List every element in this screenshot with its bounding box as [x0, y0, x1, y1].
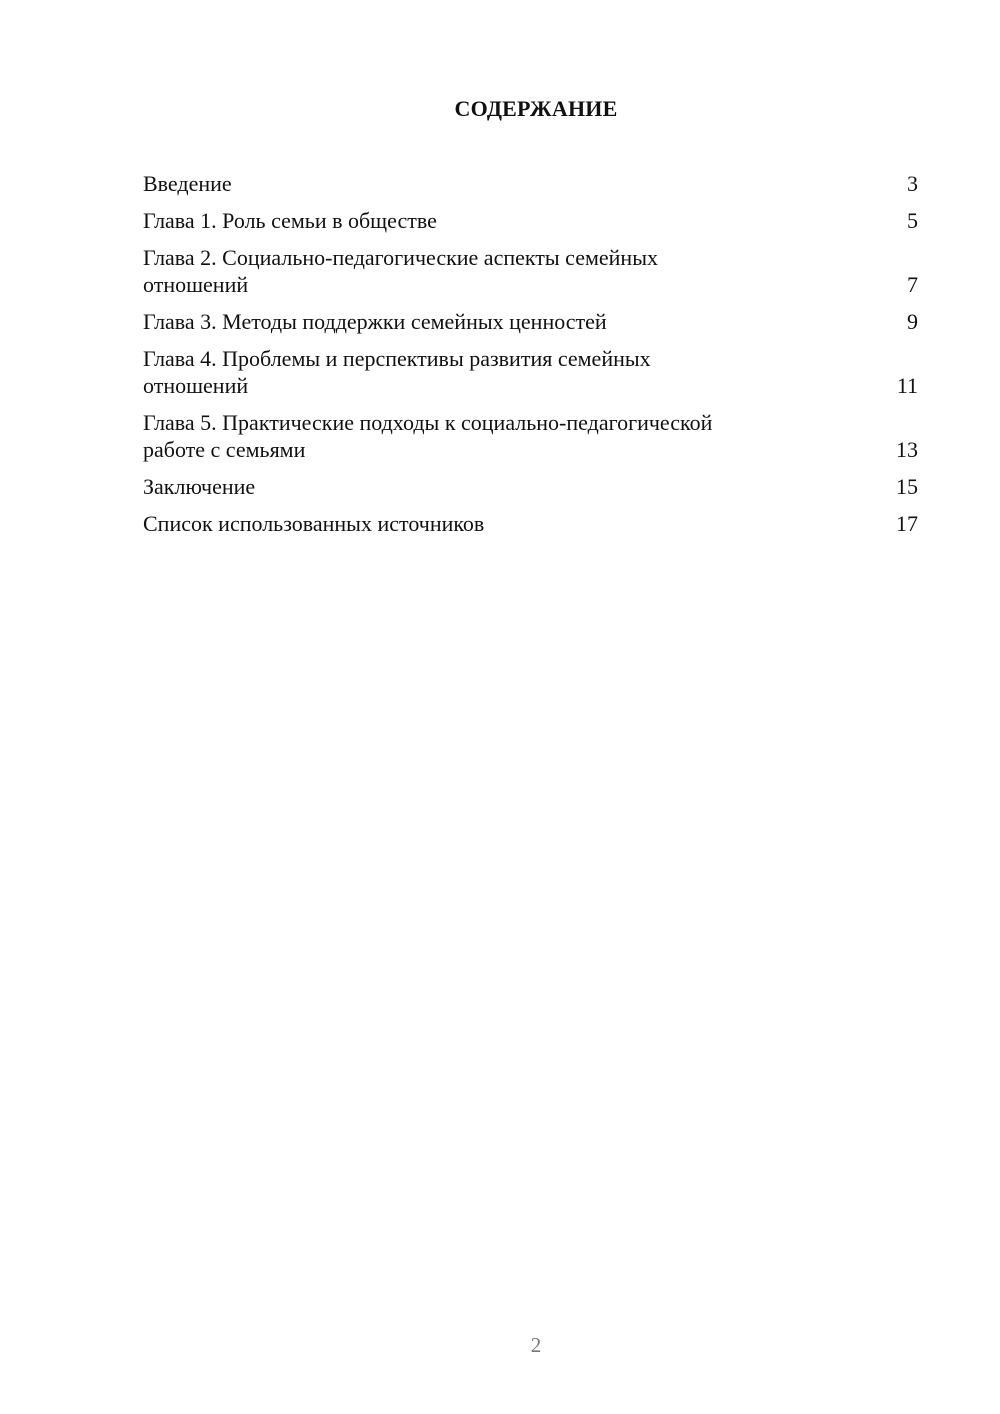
toc-entry-title: Глава 3. Методы поддержки семейных ценностей: [143, 309, 607, 334]
toc-entry-title: Заключение: [143, 474, 256, 499]
toc-entry-page: 15: [896, 474, 918, 499]
toc-entry-page: 3: [907, 171, 918, 196]
toc-entry-page: 11: [896, 373, 918, 398]
toc-entry-title: Список использованных источников: [143, 511, 485, 536]
toc-entry: [143, 473, 918, 500]
toc-entry-page: 5: [907, 208, 918, 233]
page-title: СОДЕРЖАНИЕ: [454, 96, 618, 121]
toc-entry-page: 7: [907, 272, 918, 297]
toc-entry: [143, 170, 918, 197]
toc-entry: [143, 409, 918, 463]
toc-entry-title: Глава 5. Практические подходы к социально-педагогической работе с семьями: [143, 410, 713, 462]
toc-entry-page: 17: [896, 511, 918, 536]
toc-entry-title: Глава 2. Социально-педагогические аспекты семейных отношений: [143, 245, 658, 297]
toc-entry-title: Глава 4. Проблемы и перспективы развития семейных отношений: [143, 346, 651, 398]
toc-entry-title: Глава 1. Роль семьи в обществе: [143, 208, 437, 233]
toc-entry-page: 13: [896, 437, 918, 462]
toc-entry-title: Введение: [143, 171, 232, 196]
toc-entry: [143, 308, 918, 335]
table-of-contents: [143, 170, 918, 547]
toc-entry-page: 9: [907, 309, 918, 334]
toc-entry: [143, 244, 918, 298]
page-number: 2: [530, 1333, 542, 1357]
toc-entry: [143, 510, 918, 537]
toc-entry: [143, 345, 918, 399]
toc-entry: [143, 207, 918, 234]
